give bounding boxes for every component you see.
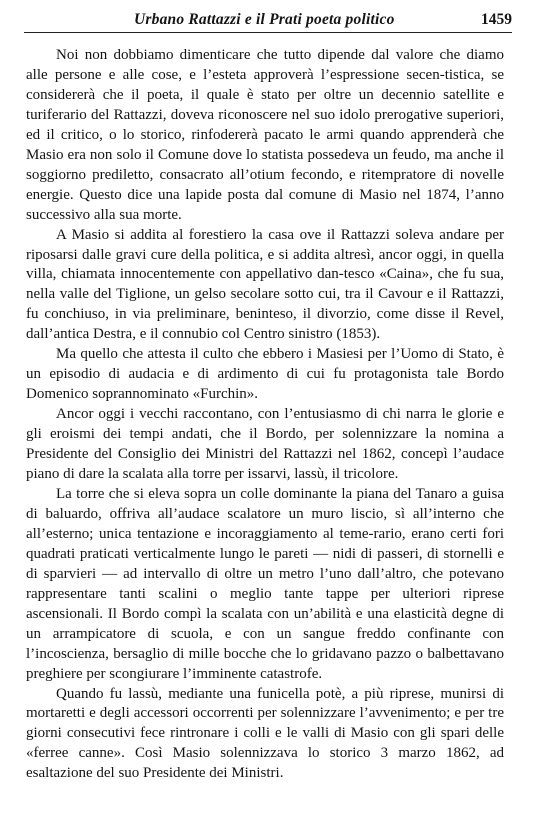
paragraph-2: A Masio si addita al forestiero la casa ove il Rattazzi soleva andare per riposarsi dalle gravi cure della politica, e si addita altresì, ancor oggi, in quella villa, chiamata innocentemente con appellativo dan-tesco «Caina», che fu sua, nella valle del Tiglione, un gelso secolare sotto cui, tra il Cavour e il Rattazzi, fu conchiuso, in via preliminare, beninteso, il divorzio, come disse il Revel, dall’antica Destra, e il connubio col Centro sinistro (1853).: [26, 226, 504, 343]
body-text: [26, 46, 504, 784]
paragraph-6: Quando fu lassù, mediante una funicella potè, a più riprese, munirsi di mortaretti e degli accessori occorrenti per solennizzare l’avvenimento; e per tre giorni consecutivi fece rintronare i colli e le valli di Masio con gli spari delle «ferree canne». Così Masio solennizzava lo storico 3 marzo 1862, ad esaltazione del suo Presidente dei Ministri.: [26, 685, 504, 782]
running-title: Urbano Rattazzi e il Prati poeta politico: [134, 11, 395, 28]
paragraph-3: Ma quello che attesta il culto che ebbero i Masiesi per l’Uomo di Stato, è un episodio di audacia e di ardimento di cui fu protagonista tale Bordo Domenico soprannominato «Furchin».: [26, 346, 504, 403]
running-header: [24, 8, 512, 33]
paragraph-1: Noi non dobbiamo dimenticare che tutto dipende dal valore che diamo alle persone e alle cose, e l’esteta approverà l’espressione secen-tistica, se considererà che il poeta, il quale è stato per oltre un decennio satellite e turiferario del Rattazzi, doveva riconoscere nel suo idolo prerogative superiori, ed il critico, o lo storico, rinfodererà pacato le armi quando apprenderà che Masio era non solo il Comune dove lo statista possedeva un feudo, ma anche il soggiorno prediletto, consacrato all’otium fecondo, e ritempratore di novelle energie. Questo dice una lapide posta dal comune di Masio nel 1874, l’anno successivo alla sua morte.: [26, 47, 504, 223]
paragraph-4: Ancor oggi i vecchi raccontano, con l’entusiasmo di chi narra le glorie e gli eroismi dei tempi andati, che il Bordo, per solennizzare la nomina a Presidente del Consiglio dei Ministri del Rattazzi nel 1862, concepì l’audace piano di dare la scalata alla torre per issarvi, lassù, il tricolore.: [26, 406, 504, 483]
paragraph-5: La torre che si eleva sopra un colle dominante la piana del Tanaro a guisa di baluardo, offriva all’audace scalatore un muro liscio, sì all’interno che all’esterno; unica tentazione e incoraggiamento al teme-rario, erano certi fori quadrati praticati verticalmente lungo le pareti — nidi di passeri, di stornelli e di sparvieri — ad intervallo di oltre un metro l’uno dall’altro, che potevano rappresentare tanti scalini o meglio tante tappe per ulteriori riprese ascensionali. Il Bordo compì la scalata con un’abilità e una elasticità degne di un arrampicatore di scuola, e con un sangue freddo confinante con l’incoscienza, bersaglio di mille bocche che lo gridavano pazzo o balbettavano preghiere per scongiurare l’imminente catastrofe.: [26, 485, 504, 682]
page-number: 1459: [481, 11, 512, 28]
